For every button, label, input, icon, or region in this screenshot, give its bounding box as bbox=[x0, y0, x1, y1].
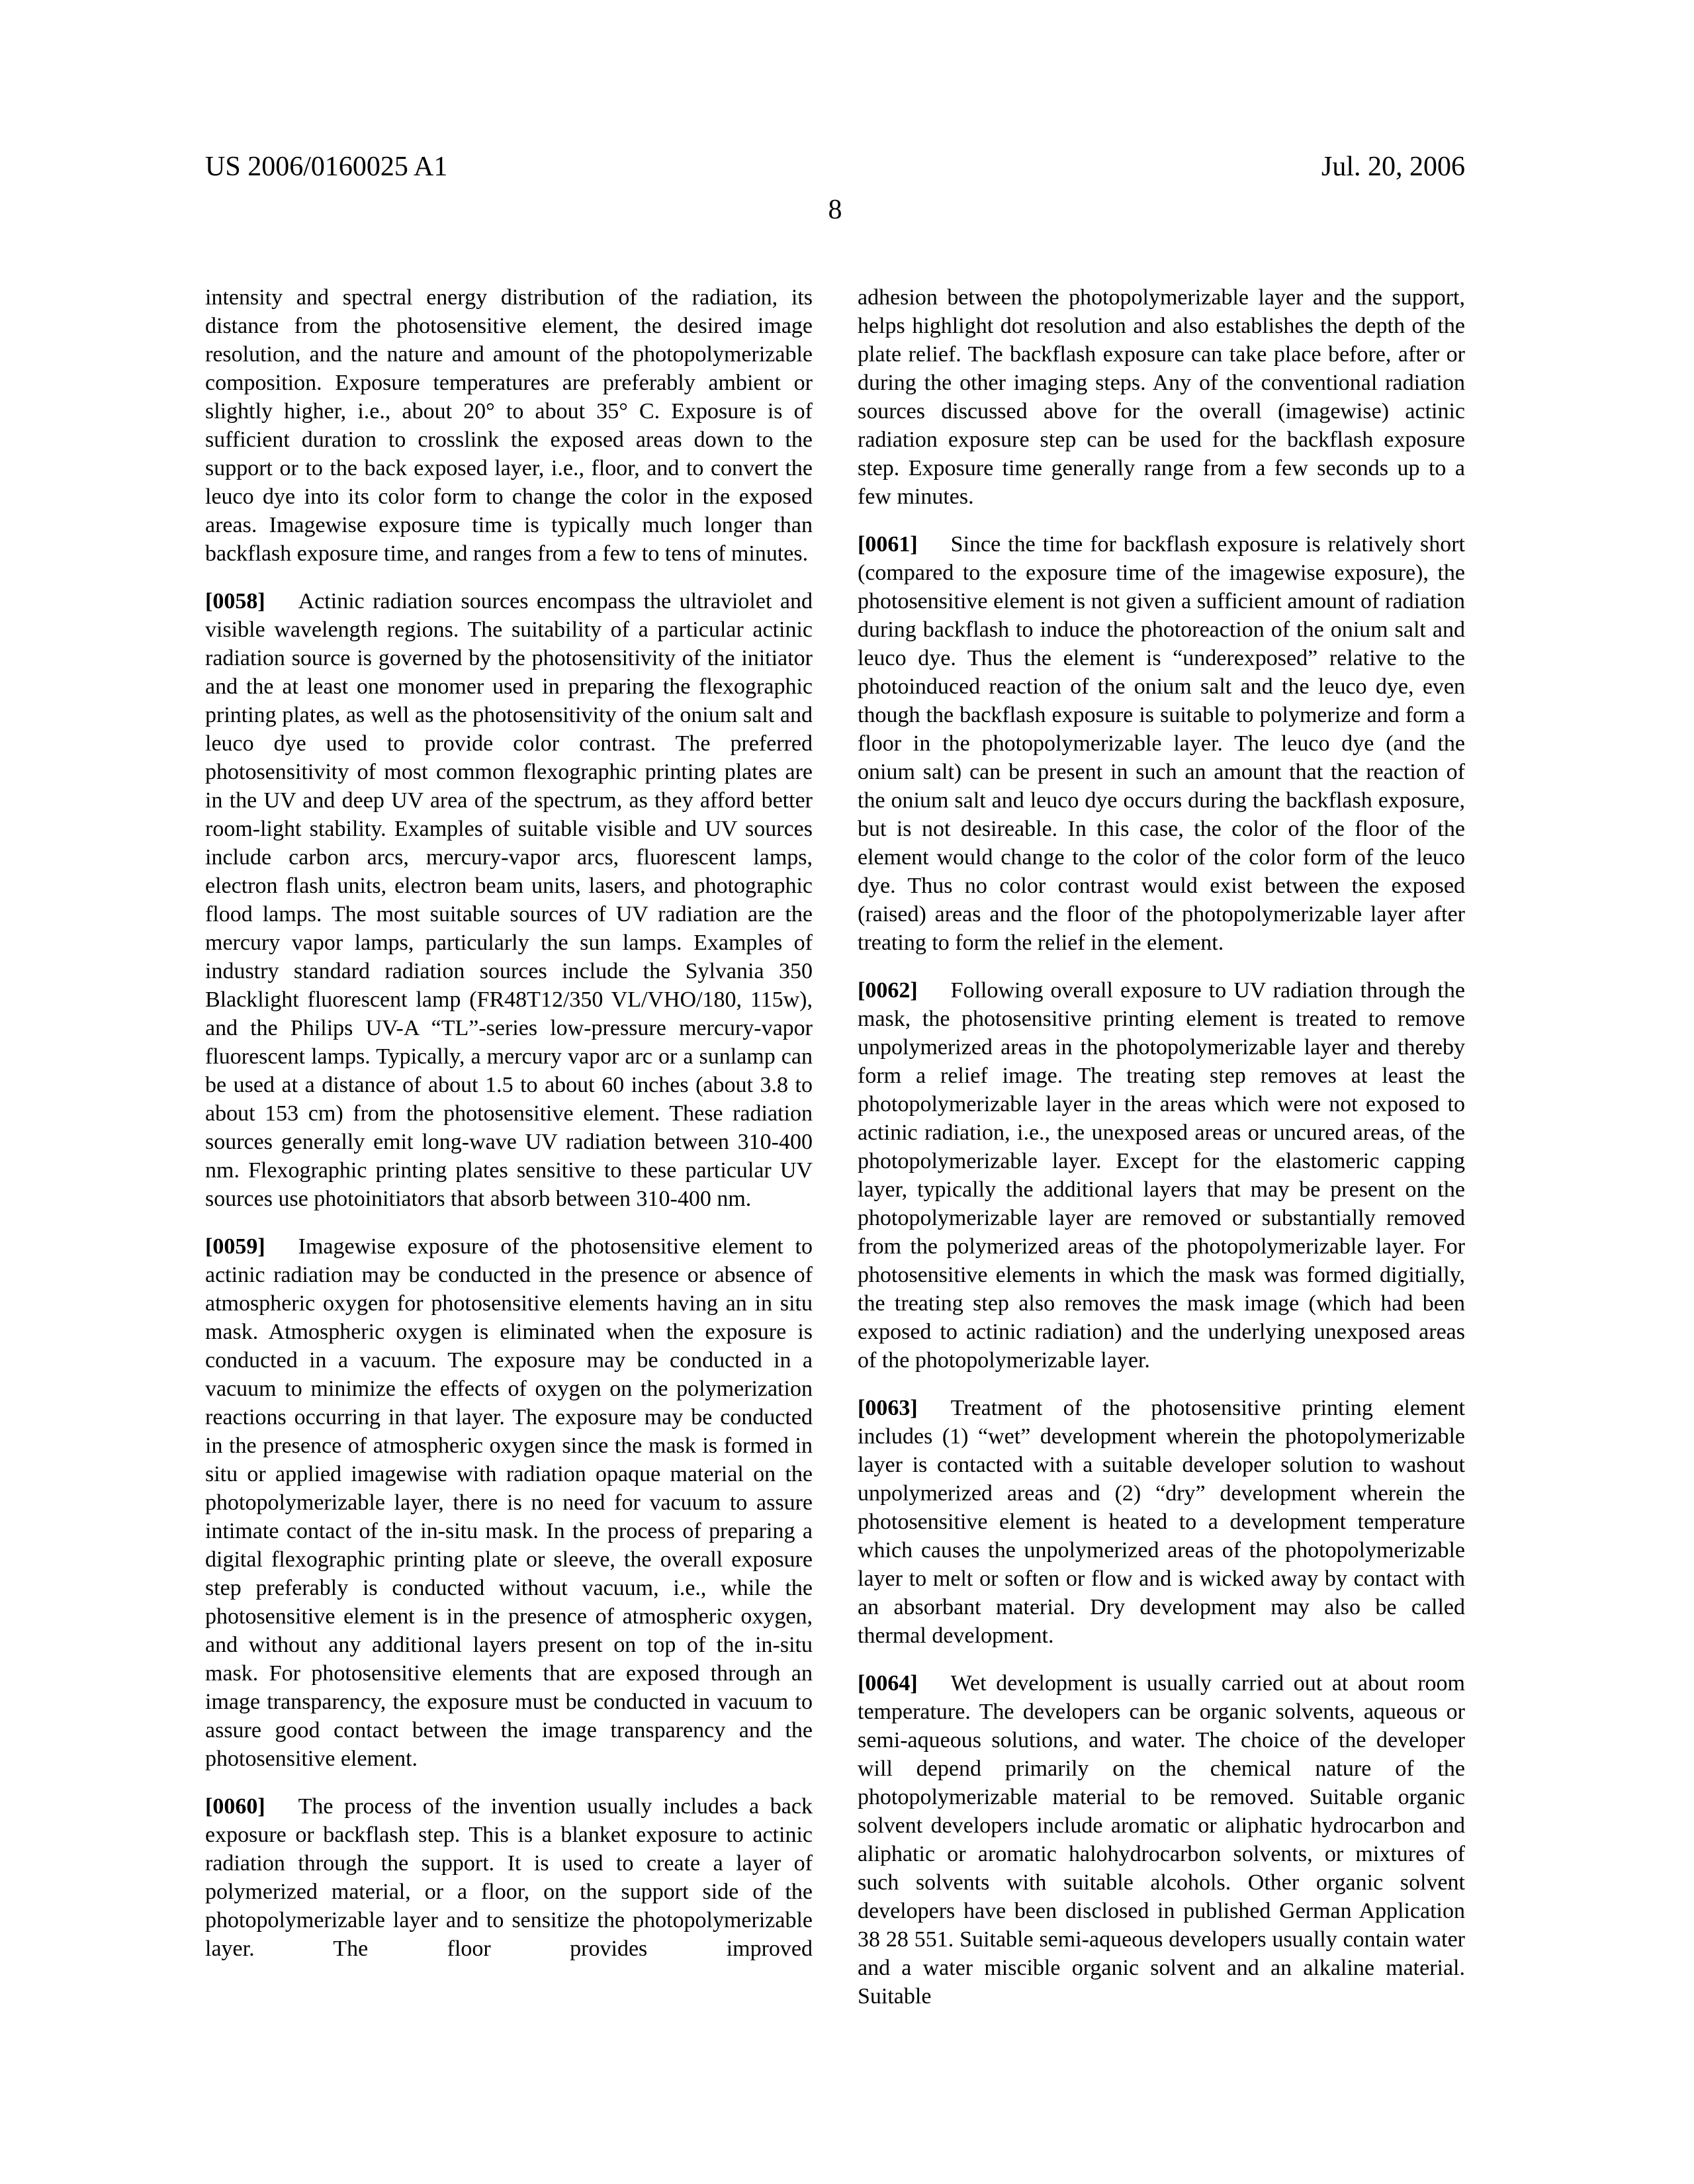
paragraph-text: Treatment of the photosensitive printing element includes (1) “wet” development wherein the photopolymerizable layer is contacted with a suitable developer solution to washout unpolymerized areas and (2) “dry” development wherein the photosensitive element is heated to a development temperature which causes the unpolymerized areas of the photopolymerizable layer to melt or soften or flow and is wicked away by contact with an absorbant material. Dry development may also be called thermal development. bbox=[858, 1396, 1465, 1648]
paragraph-0063 bbox=[858, 1394, 1465, 1650]
left-column bbox=[205, 283, 813, 2011]
running-header bbox=[205, 151, 1465, 183]
paragraph-text: Actinic radiation sources encompass the ultraviolet and visible wavelength regions. The suitability of a particular actinic radiation source is governed by the photosensitivity of the initiator and the at least one monomer used in preparing the flexographic printing plates, as well as the photosensitivity of the onium salt and leuco dye used to provide color contrast. The preferred photosensitivity of most common flexographic printing plates are in the UV and deep UV area of the spectrum, as they afford better room-light stability. Examples of suitable visible and UV sources include carbon arcs, mercury-vapor arcs, fluorescent lamps, electron flash units, electron beam units, lasers, and photographic flood lamps. The most suitable sources of UV radiation are the mercury vapor lamps, particularly the sun lamps. Examples of industry standard radiation sources include the Sylvania 350 Blacklight fluorescent lamp (FR48T12/350 VL/VHO/180, 115w), and the Philips UV-A “TL”-series low-pressure mercury-vapor fluorescent lamps. Typically, a mercury vapor arc or a sunlamp can be used at a distance of about 1.5 to about 60 inches (about 3.8 to about 153 cm) from the photosensitive element. These radiation sources generally emit long-wave UV radiation between 310-400 nm. Flexographic printing plates sensitive to these particular UV sources use photoinitiators that absorb between 310-400 nm. bbox=[205, 589, 813, 1211]
paragraph-number: [0061] bbox=[858, 532, 918, 557]
paragraph-number: [0062] bbox=[858, 978, 918, 1003]
paragraph-number: [0064] bbox=[858, 1671, 918, 1696]
paragraph-0064 bbox=[858, 1669, 1465, 2011]
paragraph-0060 bbox=[205, 1792, 813, 1963]
paragraph-number: [0058] bbox=[205, 589, 265, 614]
paragraph-number: [0063] bbox=[858, 1396, 918, 1420]
paragraph-text: Following overall exposure to UV radiation through the mask, the photosensitive printing element is treated to remove unpolymerized areas in the photopolymerizable layer and thereby form a relief image. The treating step removes at least the photopolymerizable layer in the areas which were not exposed to actinic radiation, i.e., the unexposed areas or uncured areas, of the photopolymerizable layer. Except for the elastomeric capping layer, typically the additional layers that may be present on the photopolymerizable layer are removed or substantially removed from the polymerized areas of the photopolymerizable layer. For photosensitive elements in which the mask was formed digitially, the treating step also removes the mask image (which had been exposed to actinic radiation) and the underlying unexposed areas of the photopolymerizable layer. bbox=[858, 978, 1465, 1373]
paragraph-text: Imagewise exposure of the photosensitive element to actinic radiation may be conducted in the presence or absence of atmospheric oxygen for photosensitive elements having an in situ mask. Atmospheric oxygen is eliminated when the exposure is conducted in a vacuum. The exposure may be conducted in a vacuum to minimize the effects of oxygen on the polymerization reactions occurring in that layer. The exposure may be conducted in the presence of atmospheric oxygen since the mask is formed in situ or applied imagewise with radiation opaque material on the photopolymerizable layer, there is no need for vacuum to assure intimate contact of the in-situ mask. In the process of preparing a digital flexographic printing plate or sleeve, the overall exposure step preferably is conducted without vacuum, i.e., while the photosensitive element is in the presence of atmospheric oxygen, and without any additional layers present on top of the in-situ mask. For photosensitive elements that are exposed through an image transparency, the exposure must be conducted in vacuum to assure good contact between the image transparency and the photosensitive element. bbox=[205, 1234, 813, 1771]
paragraph-text: intensity and spectral energy distribution of the radiation, its distance from the photosensitive element, the desired image resolution, and the nature and amount of the photopolymerizable composition. Exposure temperatures are preferably ambient or slightly higher, i.e., about 20° to about 35° C. Exposure is of sufficient duration to crosslink the exposed areas down to the support or to the back exposed layer, i.e., floor, and to convert the leuco dye into its color form to change the color in the exposed areas. Imagewise exposure time is typically much longer than backflash exposure time, and ranges from a few to tens of minutes. bbox=[205, 285, 813, 566]
page-number: 8 bbox=[828, 195, 842, 225]
paragraph-text: Wet development is usually carried out at about room temperature. The developers can be organic solvents, aqueous or semi-aqueous solutions, and water. The choice of the developer will depend primarily on the chemical nature of the photopolymerizable material to be removed. Suitable organic solvent developers include aromatic or aliphatic hydrocarbon and aliphatic or aromatic halohydrocarbon solvents, or mixtures of such solvents with suitable alcohols. Other organic solvent developers have been disclosed in published German Application 38 28 551. Suitable semi-aqueous developers usually contain water and a water miscible organic solvent and an alkaline material. Suitable bbox=[858, 1671, 1465, 2009]
paragraph-0058 bbox=[205, 587, 813, 1213]
paragraph-text: adhesion between the photopolymerizable layer and the support, helps highlight dot resolution and also establishes the depth of the plate relief. The backflash exposure can take place before, after or during the other imaging steps. Any of the conventional radiation sources discussed above for the overall (imagewise) actinic radiation exposure step can be used for the backflash exposure step. Exposure time generally range from a few seconds up to a few minutes. bbox=[858, 285, 1465, 509]
paragraph-continuation-left bbox=[205, 283, 813, 568]
paragraph-number: [0059] bbox=[205, 1234, 265, 1259]
page-body bbox=[205, 283, 1465, 2011]
right-column bbox=[858, 283, 1465, 2011]
publication-date: Jul. 20, 2006 bbox=[1321, 152, 1465, 182]
paragraph-0061 bbox=[858, 530, 1465, 957]
paragraph-number: [0060] bbox=[205, 1794, 265, 1819]
paragraph-0062 bbox=[858, 976, 1465, 1375]
paragraph-continuation-right bbox=[858, 283, 1465, 511]
paragraph-text: Since the time for backflash exposure is relatively short (compared to the exposure time of the imagewise exposure), the photosensitive element is not given a sufficient amount of radiation during backflash to induce the photoreaction of the onium salt and leuco dye. Thus the element is “underexposed” relative to the photoinduced reaction of the onium salt and the leuco dye, even though the backflash exposure is suitable to polymerize and form a floor in the photopolymerizable layer. The leuco dye (and the onium salt) can be present in such an amount that the reaction of the onium salt and leuco dye occurs during the backflash exposure, but is not desireable. In this case, the color of the floor of the element would change to the color of the color form of the leuco dye. Thus no color contrast would exist between the exposed (raised) areas and the floor of the photopolymerizable layer after treating to form the relief in the element. bbox=[858, 532, 1465, 955]
paragraph-text: The process of the invention usually includes a back exposure or backflash step. This is a blanket exposure to actinic radiation through the support. It is used to create a layer of polymerized material, or a floor, on the support side of the photopolymerizable layer and to sensitize the photopolymerizable layer. The floor provides improved bbox=[205, 1794, 813, 1961]
publication-number: US 2006/0160025 A1 bbox=[205, 152, 448, 182]
paragraph-0059 bbox=[205, 1232, 813, 1773]
